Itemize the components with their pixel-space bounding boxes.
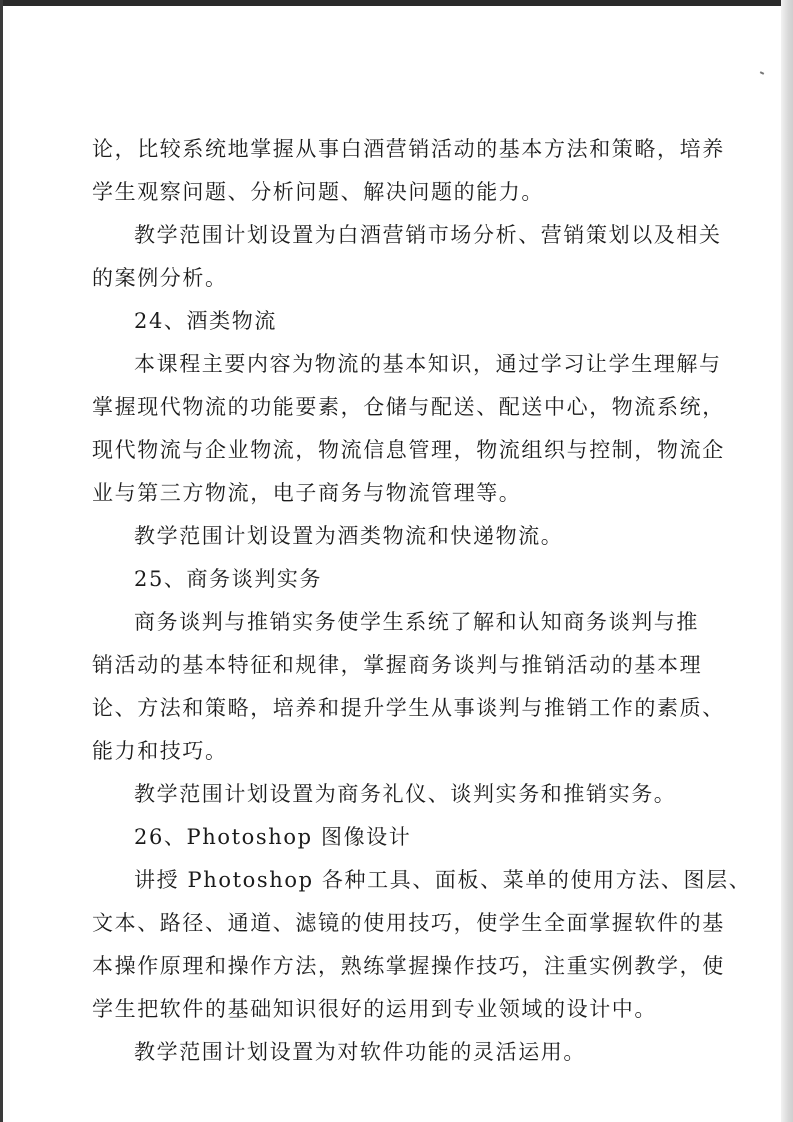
scan-border-right: [781, 0, 793, 1122]
text-line: 学生观察问题、分析问题、解决问题的能力。: [92, 180, 544, 204]
scan-speck: [760, 71, 764, 75]
scan-border-top: [0, 0, 793, 6]
text-line: 教学范围计划设置为白酒营销市场分析、营销策划以及相关: [134, 223, 722, 247]
text-line: 本课程主要内容为物流的基本知识，通过学习让学生理解与: [134, 352, 722, 376]
text-line: 教学范围计划设置为商务礼仪、谈判实务和推销实务。: [134, 782, 677, 806]
text-line: 业与第三方物流，电子商务与物流管理等。: [92, 481, 522, 505]
text-line: 学生把软件的基础知识很好的运用到专业领域的设计中。: [92, 997, 657, 1021]
text-line: 文本、路径、通道、滤镜的使用技巧，使学生全面掌握软件的基: [92, 911, 725, 935]
text-line: 能力和技巧。: [92, 739, 228, 763]
text-line: 论、方法和策略，培养和提升学生从事谈判与推销工作的素质、: [92, 696, 725, 720]
section-heading: 26、Photoshop 图像设计: [134, 825, 412, 849]
text-line: 商务谈判与推销实务使学生系统了解和认知商务谈判与推: [134, 610, 699, 634]
text-line: 讲授 Photoshop 各种工具、面板、菜单的使用方法、图层、: [134, 868, 752, 892]
text-line: 掌握现代物流的功能要素，仓储与配送、配送中心，物流系统，: [92, 395, 725, 419]
text-line: 现代物流与企业物流，物流信息管理，物流组织与控制，物流企: [92, 438, 725, 462]
section-heading: 24、酒类物流: [134, 309, 277, 333]
text-line: 教学范围计划设置为酒类物流和快递物流。: [134, 524, 564, 548]
text-line: 论，比较系统地掌握从事白酒营销活动的基本方法和策略，培养: [92, 137, 725, 161]
section-heading: 25、商务谈判实务: [134, 567, 323, 591]
text-line: 本操作原理和操作方法，熟练掌握操作技巧，注重实例教学，使: [92, 954, 725, 978]
text-line: 销活动的基本特征和规律，掌握商务谈判与推销活动的基本理: [92, 653, 703, 677]
document-body: [92, 128, 752, 1074]
text-line: 教学范围计划设置为对软件功能的灵活运用。: [134, 1040, 586, 1064]
text-line: 的案例分析。: [92, 266, 228, 290]
scan-border-left: [0, 0, 3, 1122]
